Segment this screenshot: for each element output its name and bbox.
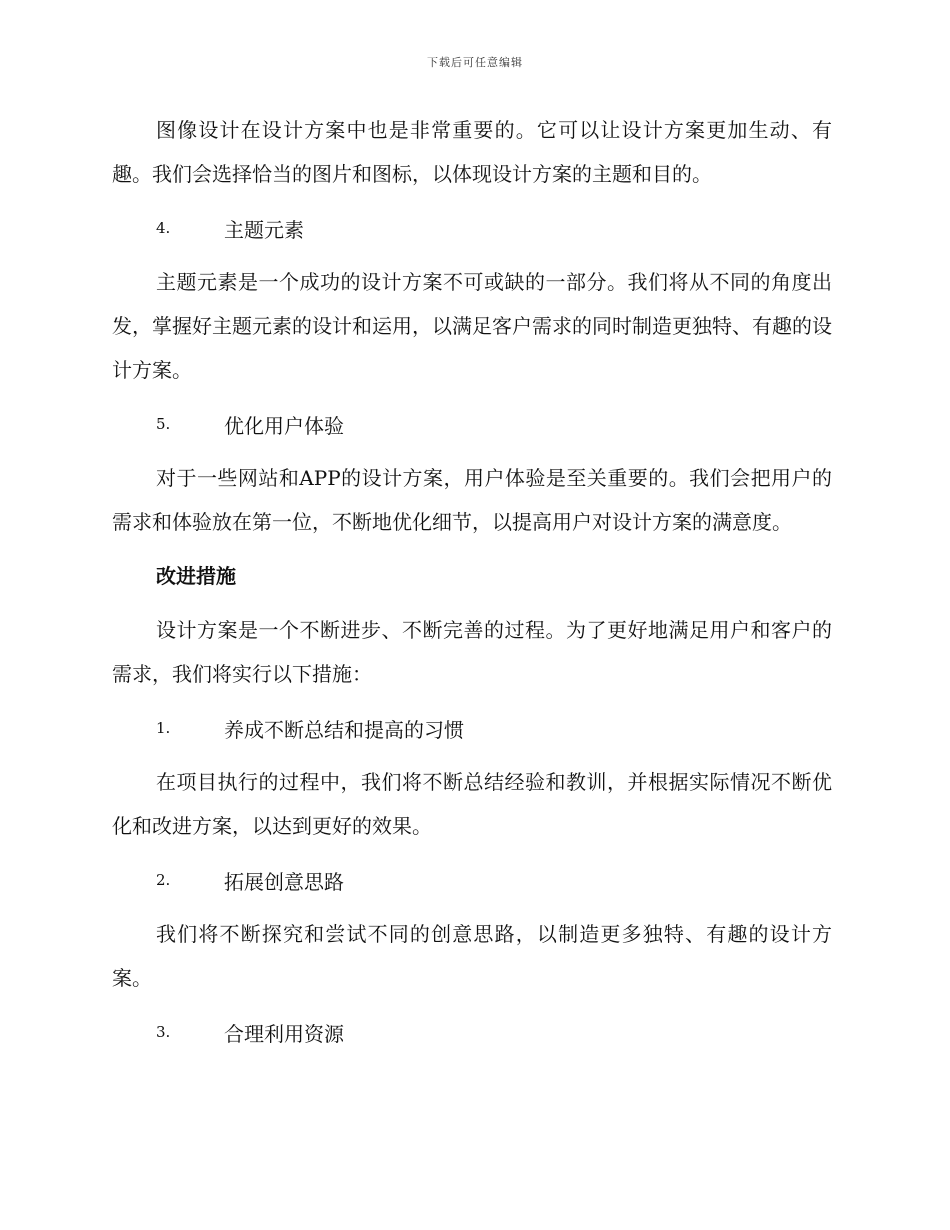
list-label: 合理利用资源 — [224, 1021, 344, 1046]
list-item-summarize-habit — [112, 706, 832, 750]
paragraph-summarize-habit: 在项目执行的过程中，我们将不断总结经验和教训，并根据实际情况不断优化和改进方案，以达到更好的效果。 — [112, 770, 832, 838]
list-label: 主题元素 — [224, 217, 304, 242]
list-label: 优化用户体验 — [224, 413, 344, 438]
paragraph-improvements-intro: 设计方案是一个不断进步、不断完善的过程。为了更好地满足用户和客户的需求，我们将实行以下措施： — [112, 618, 832, 686]
list-number: 1. — [156, 719, 171, 737]
list-label: 养成不断总结和提高的习惯 — [224, 717, 464, 742]
list-number: 3. — [156, 1023, 171, 1041]
list-number: 2. — [156, 871, 171, 889]
document-body — [112, 108, 832, 1064]
paragraph-theme-elements: 主题元素是一个成功的设计方案不可或缺的一部分。我们将从不同的角度出发，掌握好主题元素的设计和运用，以满足客户需求的同时制造更独特、有趣的设计方案。 — [112, 270, 832, 382]
list-number: 4. — [156, 219, 171, 237]
list-label: 拓展创意思路 — [224, 869, 344, 894]
page-header-note: 下载后可任意编辑 — [427, 56, 523, 69]
list-number: 5. — [156, 415, 171, 433]
list-item-use-resources — [112, 1010, 832, 1054]
list-item-creative-ideas — [112, 858, 832, 902]
paragraph-creative-ideas: 我们将不断探究和尝试不同的创意思路，以制造更多独特、有趣的设计方案。 — [112, 922, 832, 990]
paragraph-user-experience: 对于一些网站和APP的设计方案，用户体验是至关重要的。我们会把用户的需求和体验放在第一位，不断地优化细节，以提高用户对设计方案的满意度。 — [112, 466, 832, 534]
list-item-user-experience — [112, 402, 832, 446]
paragraph-image-design: 图像设计在设计方案中也是非常重要的。它可以让设计方案更加生动、有趣。我们会选择恰当的图片和图标，以体现设计方案的主题和目的。 — [112, 118, 832, 186]
section-heading-improvements: 改进措施 — [156, 564, 236, 588]
list-item-theme-elements — [112, 206, 832, 250]
